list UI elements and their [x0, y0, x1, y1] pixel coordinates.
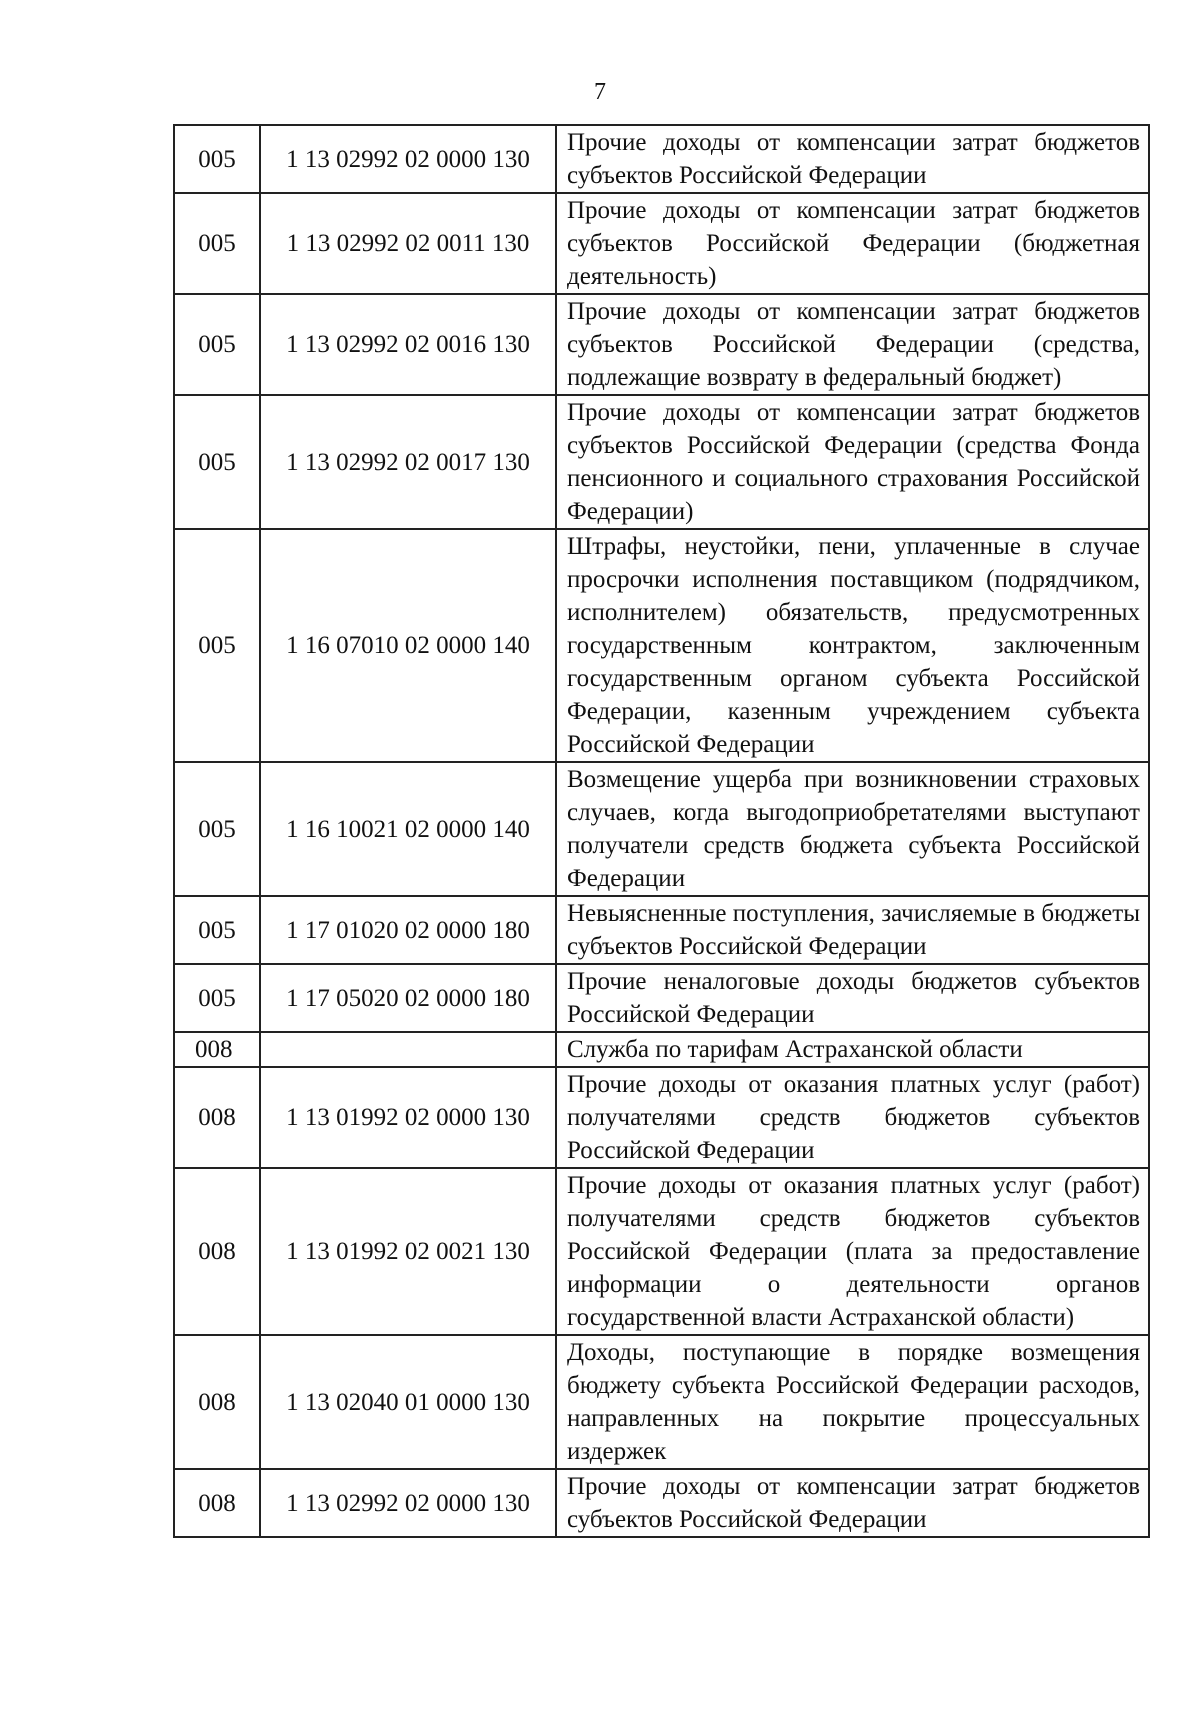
table-row	[174, 294, 1149, 395]
description-cell: Прочие доходы от компенсации затрат бюджетов субъектов Российской Федерации	[556, 1469, 1149, 1537]
description-cell: Прочие доходы от компенсации затрат бюджетов субъектов Российской Федерации (средства, подлежащие возврату в федеральный бюджет)	[556, 294, 1149, 395]
admin-code-cell: 005	[174, 125, 260, 193]
description-cell: Невыясненные поступления, зачисляемые в бюджеты субъектов Российской Федерации	[556, 896, 1149, 964]
budget-code-cell: 1 13 01992 02 0021 130	[260, 1168, 556, 1335]
budget-code-cell: 1 13 02992 02 0000 130	[260, 125, 556, 193]
budget-code-cell: 1 13 02992 02 0011 130	[260, 193, 556, 294]
admin-code-cell: 008	[174, 1469, 260, 1537]
table-row	[174, 1032, 1149, 1067]
budget-code-cell: 1 17 05020 02 0000 180	[260, 964, 556, 1032]
budget-code-cell	[260, 1032, 556, 1067]
table-row	[174, 395, 1149, 529]
table-row	[174, 193, 1149, 294]
budget-code-cell: 1 17 01020 02 0000 180	[260, 896, 556, 964]
admin-code-cell: 008	[174, 1032, 260, 1067]
page-number: 7	[594, 79, 606, 105]
table-row	[174, 1168, 1149, 1335]
table-row	[174, 529, 1149, 762]
table-row	[174, 1469, 1149, 1537]
admin-code-cell: 008	[174, 1067, 260, 1168]
admin-code-cell: 005	[174, 964, 260, 1032]
table-row	[174, 964, 1149, 1032]
admin-code-cell: 005	[174, 762, 260, 896]
budget-code-cell: 1 16 07010 02 0000 140	[260, 529, 556, 762]
admin-code-cell: 005	[174, 896, 260, 964]
budget-code-cell: 1 13 02992 02 0016 130	[260, 294, 556, 395]
admin-code-cell: 005	[174, 395, 260, 529]
budget-code-cell: 1 16 10021 02 0000 140	[260, 762, 556, 896]
table-row	[174, 896, 1149, 964]
admin-code-cell: 008	[174, 1335, 260, 1469]
table-row	[174, 125, 1149, 193]
description-cell: Прочие доходы от оказания платных услуг (работ) получателями средств бюджетов субъектов Российской Федерации	[556, 1067, 1149, 1168]
description-cell: Прочие доходы от компенсации затрат бюджетов субъектов Российской Федерации (бюджетная деятельность)	[556, 193, 1149, 294]
table-row	[174, 1067, 1149, 1168]
budget-code-cell: 1 13 02992 02 0017 130	[260, 395, 556, 529]
admin-code-cell: 005	[174, 294, 260, 395]
description-cell: Служба по тарифам Астраханской области	[556, 1032, 1149, 1067]
table-row	[174, 1335, 1149, 1469]
admin-code-cell: 008	[174, 1168, 260, 1335]
budget-code-cell: 1 13 02040 01 0000 130	[260, 1335, 556, 1469]
budget-code-cell: 1 13 02992 02 0000 130	[260, 1469, 556, 1537]
table-row	[174, 762, 1149, 896]
description-cell: Доходы, поступающие в порядке возмещения бюджету субъекта Российской Федерации расходов, направленных на покрытие процессуальных издержек	[556, 1335, 1149, 1469]
admin-code-cell: 005	[174, 193, 260, 294]
budget-code-cell: 1 13 01992 02 0000 130	[260, 1067, 556, 1168]
description-cell: Прочие доходы от компенсации затрат бюджетов субъектов Российской Федерации (средства Фонда пенсионного и социального страхования Российской Федерации)	[556, 395, 1149, 529]
budget-codes-table	[173, 124, 1150, 1538]
description-cell: Прочие доходы от компенсации затрат бюджетов субъектов Российской Федерации	[556, 125, 1149, 193]
admin-code-cell: 005	[174, 529, 260, 762]
description-cell: Возмещение ущерба при возникновении страховых случаев, когда выгодоприобретателями выступают получатели средств бюджета субъекта Российской Федерации	[556, 762, 1149, 896]
description-cell: Прочие неналоговые доходы бюджетов субъектов Российской Федерации	[556, 964, 1149, 1032]
description-cell: Штрафы, неустойки, пени, уплаченные в случае просрочки исполнения поставщиком (подрядчиком, исполнителем) обязательств, предусмотренных государственным контрактом, заключенным государственным органом субъекта Российской Федерации, казенным учреждением субъекта Российской Федерации	[556, 529, 1149, 762]
description-cell: Прочие доходы от оказания платных услуг (работ) получателями средств бюджетов субъектов Российской Федерации (плата за предоставление информации о деятельности органов государственной власти Астраханской области)	[556, 1168, 1149, 1335]
